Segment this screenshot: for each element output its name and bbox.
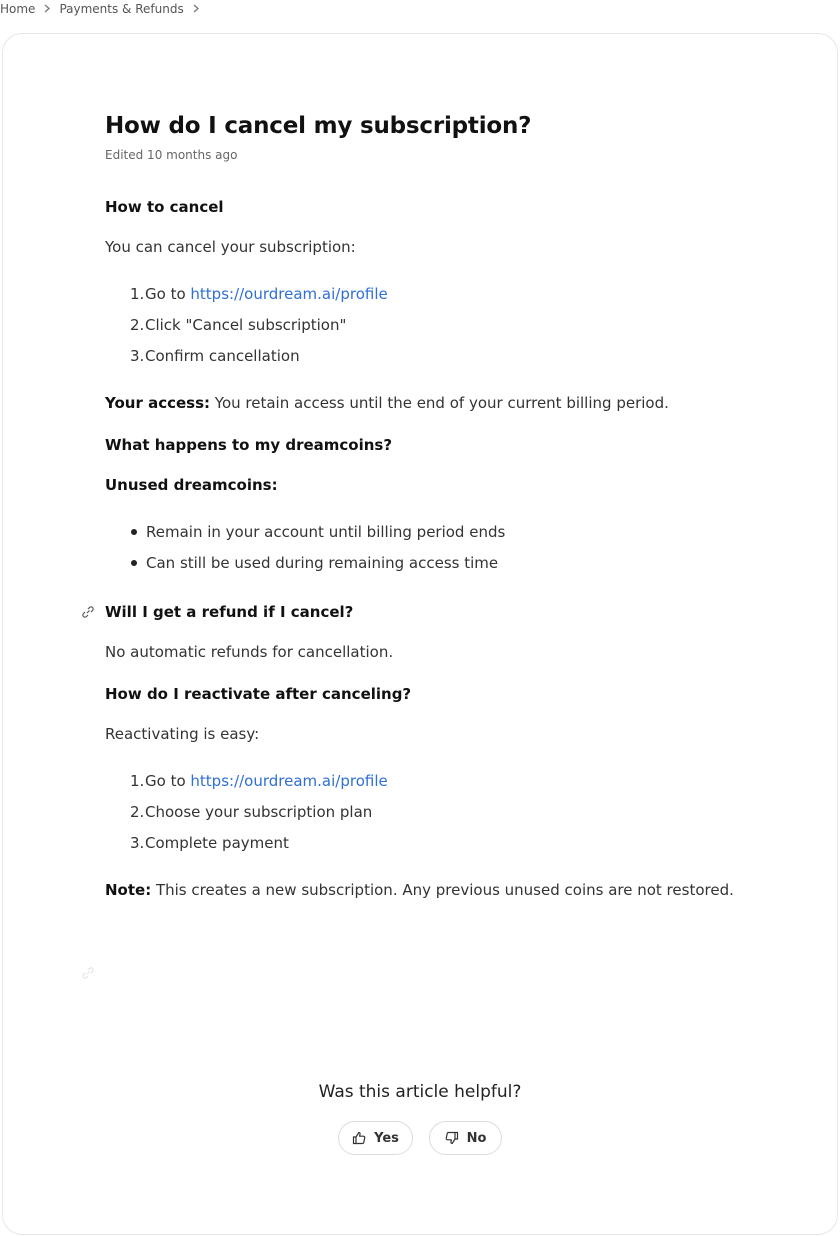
list-item: 2.Choose your subscription plan [130,803,373,821]
edited-timestamp: Edited 10 months ago [105,148,238,162]
feedback-question: Was this article helpful? [318,1082,522,1102]
section-heading-how-to-cancel: How to cancel [105,198,224,216]
thumbs-up-icon [352,1131,366,1145]
page-title: How do I cancel my subscription? [105,113,532,139]
link-icon [81,965,95,979]
section-heading-dreamcoins: What happens to my dreamcoins? [105,436,393,454]
chevron-right-icon [44,3,50,16]
link-icon[interactable] [81,604,95,618]
breadcrumb-home-link[interactable]: Home [0,2,36,16]
list-item: 3.Confirm cancellation [130,347,300,365]
thumbs-down-icon [445,1131,459,1145]
list-item: Can still be used during remaining access time [130,554,498,572]
no-button[interactable]: No [429,1121,502,1155]
breadcrumb [0,0,208,18]
paragraph-access: Your access: You retain access until the end of your current billing period. [105,394,669,412]
profile-link[interactable]: https://ourdream.ai/profile [190,772,388,790]
list-item: 2.Click "Cancel subscription" [130,316,347,334]
section-heading-refund: Will I get a refund if I cancel? [105,603,354,621]
list-item: 1.Go to https://ourdream.ai/profile [130,772,388,790]
paragraph-note: Note: This creates a new subscription. Any previous unused coins are not restored. [105,881,734,899]
yes-button[interactable]: Yes [338,1121,413,1155]
paragraph: You can cancel your subscription: [105,238,356,256]
subheading-unused-dreamcoins: Unused dreamcoins: [105,476,278,494]
chevron-right-icon [193,3,199,16]
list-item: 3.Complete payment [130,834,289,852]
list-item: 1.Go to https://ourdream.ai/profile [130,285,388,303]
list-item: Remain in your account until billing period ends [130,523,505,541]
breadcrumb-payments-link[interactable]: Payments & Refunds [59,2,184,16]
paragraph: Reactivating is easy: [105,725,260,743]
profile-link[interactable]: https://ourdream.ai/profile [190,285,388,303]
paragraph: No automatic refunds for cancellation. [105,643,394,661]
bullet-icon [131,560,137,566]
section-heading-reactivate: How do I reactivate after canceling? [105,685,412,703]
bullet-icon [131,529,137,535]
